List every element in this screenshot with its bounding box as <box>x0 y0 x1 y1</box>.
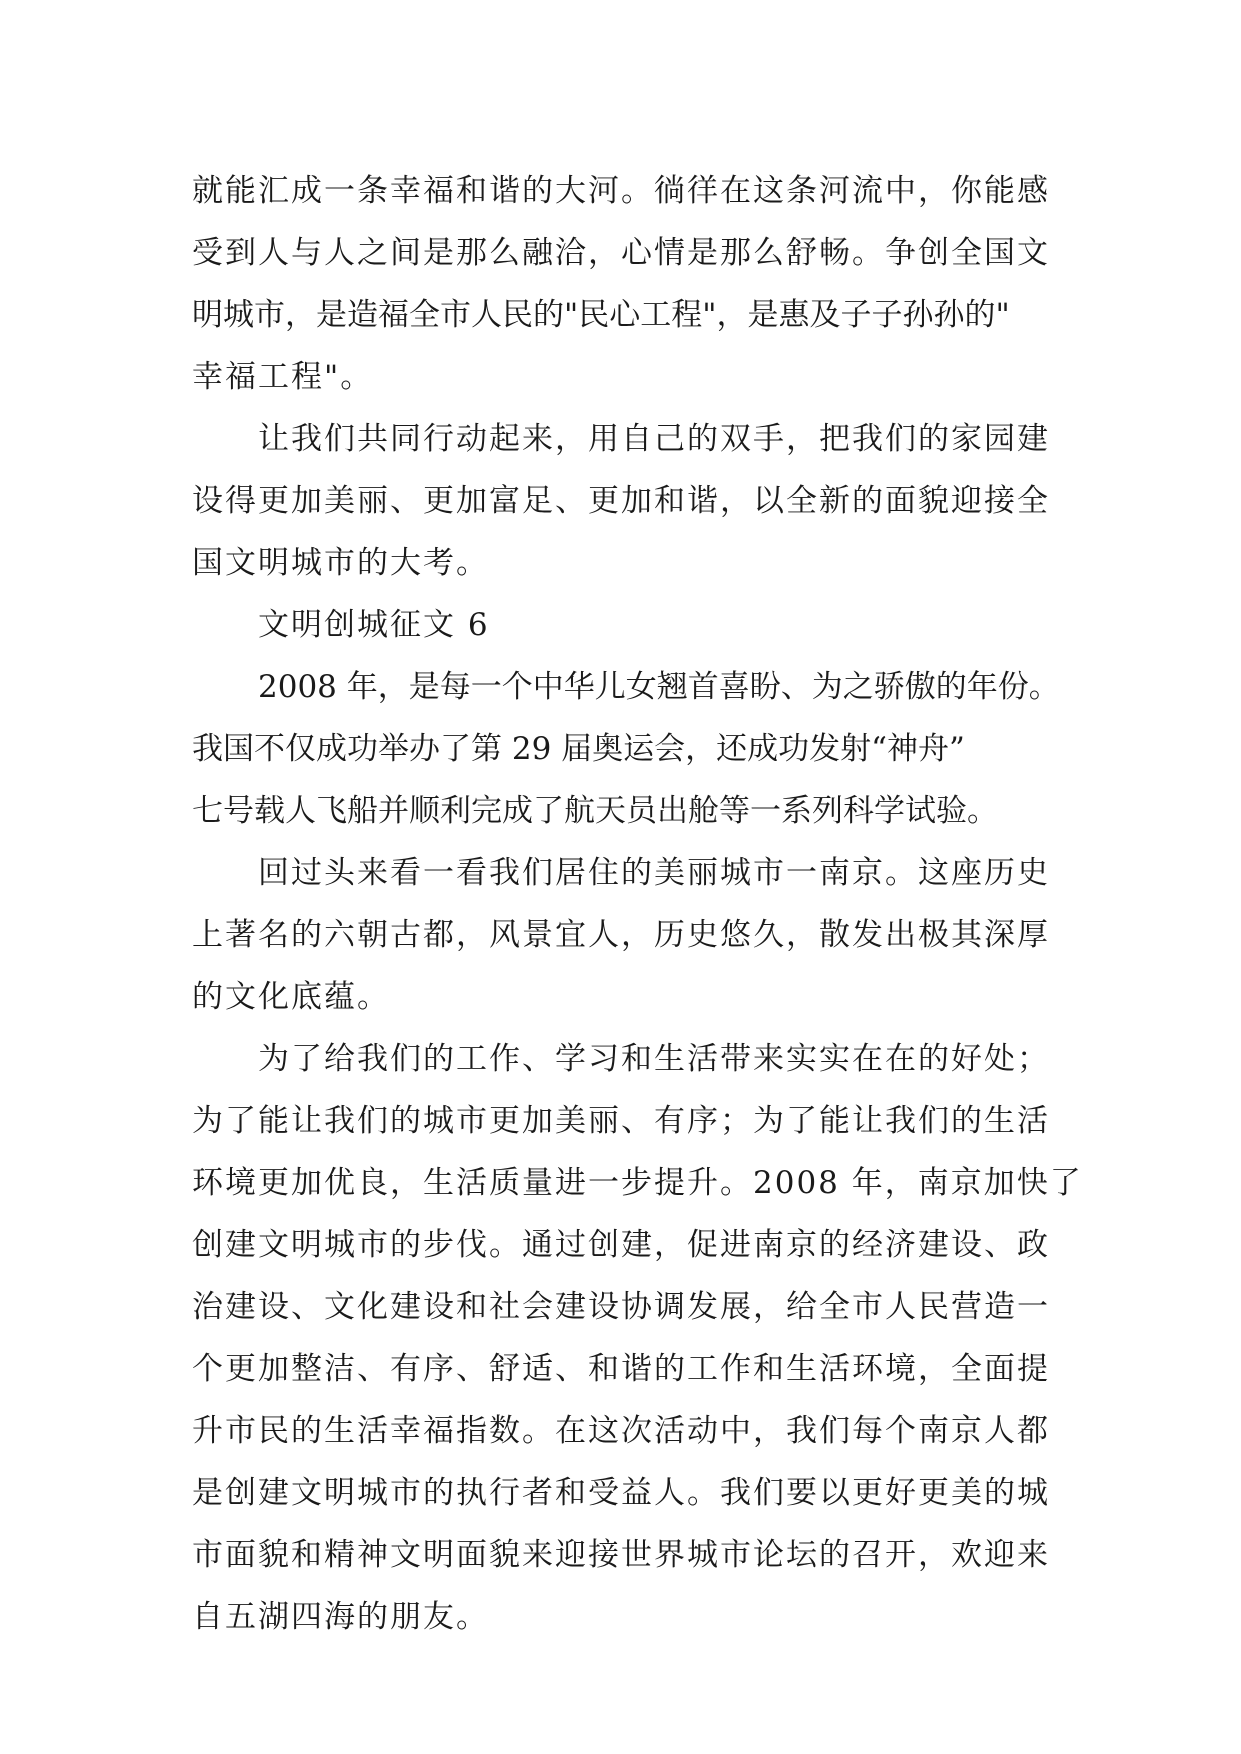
text-line: 上著名的六朝古都，风景宜人，历史悠久，散发出极其深厚 <box>192 917 1050 953</box>
text-line: 受到人与人之间是那么融洽，心情是那么舒畅。争创全国文 <box>192 235 1050 271</box>
text-line: 自五湖四海的朋友。 <box>192 1599 489 1635</box>
text-line: 国文明城市的大考。 <box>192 545 489 581</box>
text-line: 创建文明城市的步伐。通过创建，促进南京的经济建设、政 <box>192 1227 1050 1263</box>
text-line: 升市民的生活幸福指数。在这次活动中，我们每个南京人都 <box>192 1413 1050 1449</box>
text-line: 为了给我们的工作、学习和生活带来实实在在的好处； <box>258 1041 1050 1077</box>
text-line: 是创建文明城市的执行者和受益人。我们要以更好更美的城 <box>192 1475 1050 1511</box>
text-line: 2008 年，是每一个中华儿女翘首喜盼、为之骄傲的年份。 <box>258 669 1060 705</box>
section-heading: 文明创城征文 6 <box>258 607 490 643</box>
text-line: 我国不仅成功举办了第 29 届奥运会，还成功发射“神舟” <box>192 731 965 767</box>
document-body <box>192 160 1083 1648</box>
text-line: 回过头来看一看我们居住的美丽城市一南京。这座历史 <box>258 855 1050 891</box>
text-line: 环境更加优良，生活质量进一步提升。2008 年，南京加快了 <box>192 1165 1083 1201</box>
text-line: 让我们共同行动起来，用自己的双手，把我们的家园建 <box>258 421 1050 457</box>
text-line: 就能汇成一条幸福和谐的大河。徜徉在这条河流中，你能感 <box>192 173 1050 209</box>
text-line: 设得更加美丽、更加富足、更加和谐，以全新的面貌迎接全 <box>192 483 1050 519</box>
text-line: 幸福工程"。 <box>192 359 374 395</box>
text-line: 个更加整洁、有序、舒适、和谐的工作和生活环境，全面提 <box>192 1351 1050 1387</box>
text-line: 的文化底蕴。 <box>192 979 390 1015</box>
text-line: 明城市，是造福全市人民的"民心工程"，是惠及子子孙孙的" <box>192 297 1010 333</box>
text-line: 七号载人飞船并顺利完成了航天员出舱等一系列科学试验。 <box>192 793 998 829</box>
text-line: 市面貌和精神文明面貌来迎接世界城市论坛的召开，欢迎来 <box>192 1537 1050 1573</box>
text-line: 为了能让我们的城市更加美丽、有序；为了能让我们的生活 <box>192 1103 1050 1139</box>
text-line: 治建设、文化建设和社会建设协调发展，给全市人民营造一 <box>192 1289 1050 1325</box>
